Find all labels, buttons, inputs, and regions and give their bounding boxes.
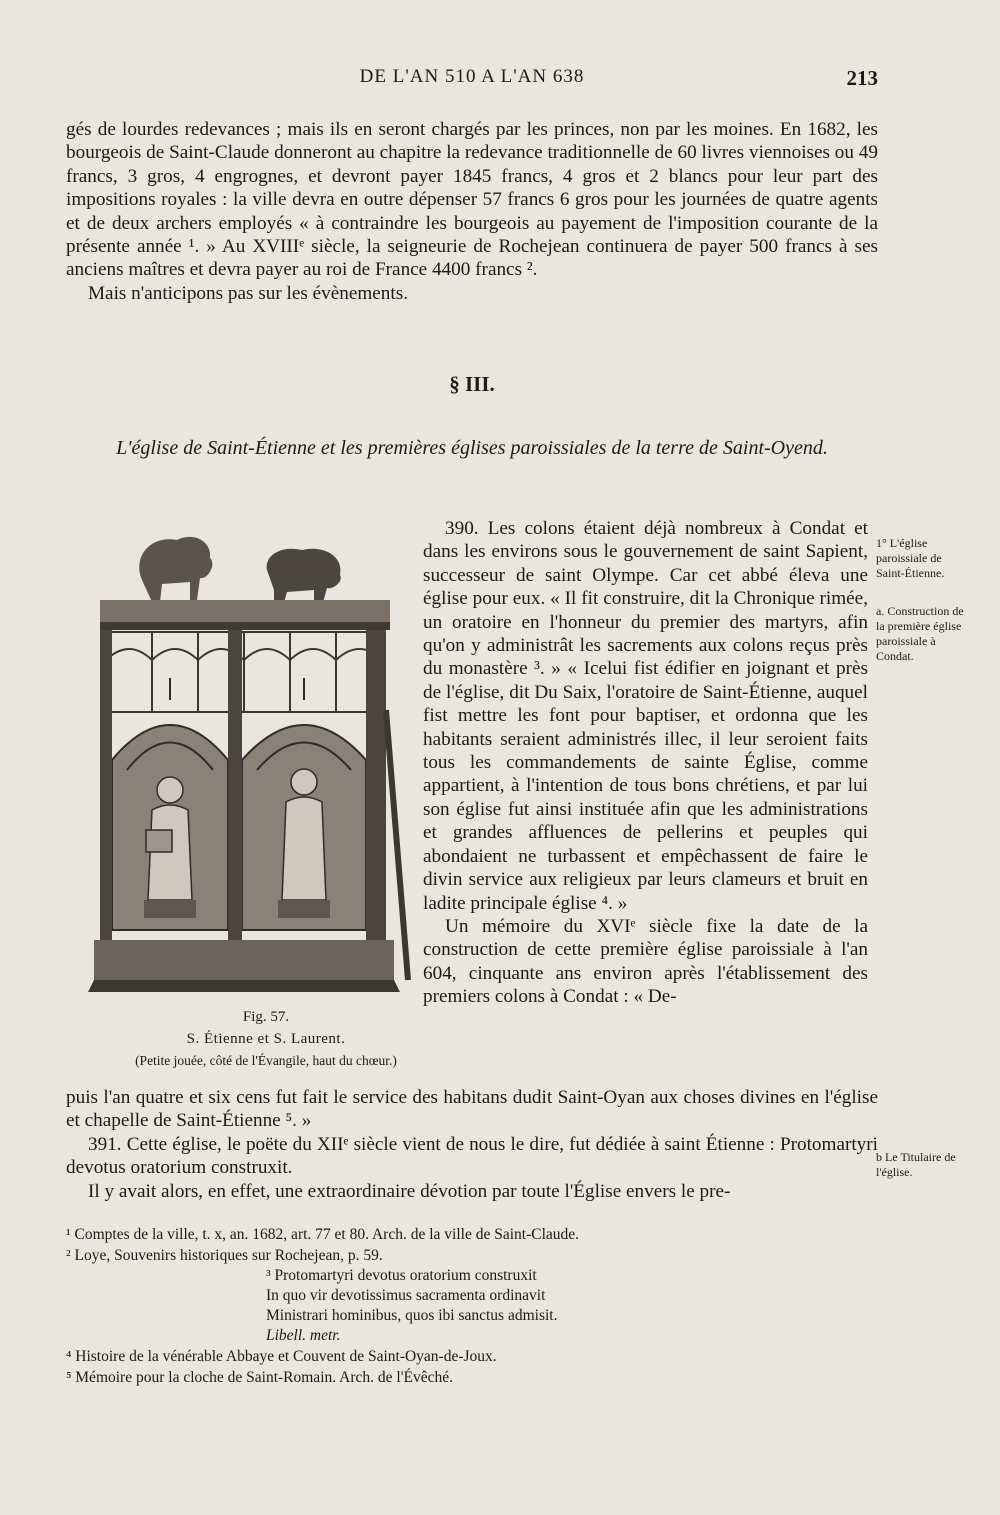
margin-note-a: a. Construction de la première église paroissiale à Condat. xyxy=(876,604,964,663)
intro-paragraph-block xyxy=(66,118,878,305)
section-number: § III. xyxy=(449,372,495,396)
column-text xyxy=(423,517,868,1009)
page-number: 213 xyxy=(846,66,878,90)
running-head xyxy=(66,66,878,96)
footnote-3-line-2: In quo vir devotissimus sacramenta ordinavit xyxy=(266,1287,546,1304)
figure-name: S. Étienne et S. Laurent. xyxy=(186,1031,346,1047)
footnote-3-line-1: ³ Protomartyri devotus oratorium construxit xyxy=(266,1267,537,1284)
full-width-continuation xyxy=(66,1086,878,1203)
paragraph-390: 390. Les colons étaient déjà nombreux à Condat et dans les environs sous le gouvernement de saint Sapient, successeur de saint Olympe. Car cet abbé éleva une église pour eux. « Il fit construire, dit la Chronique rimée, un oratoire en l'honneur du premier des martyrs, afin qu'on y administrât les sacrements aux colons reçus près du monastère ³. » « Icelui fist édifier en joignant et près de l'église, dit Du Saix, l'oratoire de Saint-Étienne, auquel fist mettre les font pour baptiser, et ordonna que les habitants seraient administrés illec, il leur seroient faits tous les commandements de sainte Église, comme appartient, à l'intention de tous bons chrétiens, et par lui son église fut ainsi instituée afin que les administrations et grandes affluences de pellerins et peuples qui abondaient ne turbassent et empêchassent de faire le divin service aux religieux par leurs clameurs et bruit en ladite principale église ⁴. » xyxy=(423,518,868,914)
margin-note-1: 1° L'église paroissiale de Saint-Étienne. xyxy=(876,536,945,580)
footnote-3-source: Libell. metr. xyxy=(266,1327,341,1344)
paragraph-391: 391. Cette église, le poëte du XIIᵉ siècle vient de nous le dire, fut dédiée à saint Étienne : Protomartyri devotus oratorium construxit. xyxy=(66,1133,878,1179)
margin-note-b: b Le Titulaire de l'église. xyxy=(876,1150,956,1179)
paragraph-last: Il y avait alors, en effet, une extraordinaire dévotion par toute l'Église envers le pre- xyxy=(88,1180,731,1202)
running-head-title: DE L'AN 510 A L'AN 638 xyxy=(359,66,585,87)
footnote-4: ⁴ Histoire de la vénérable Abbaye et Couvent de Saint-Oyan-de-Joux. xyxy=(66,1348,497,1365)
footnote-1: ¹ Comptes de la ville, t. x, an. 1682, art. 77 et 80. Arch. de la ville de Saint-Claude. xyxy=(66,1226,580,1243)
footnote-5: ⁵ Mémoire pour la cloche de Saint-Romain. Arch. de l'Évêché. xyxy=(66,1369,453,1386)
footnotes xyxy=(66,1224,878,1388)
choir-stall-engraving-illustration xyxy=(82,510,412,1000)
intro-paragraph: gés de lourdes redevances ; mais ils en seront chargés par les princes, non par les moines. En 1682, les bourgeois de Saint-Claude donneront au chapitre la redevance traditionnelle de 60 livres viennoises ou 49 francs, 3 gros, 4 engrognes, et devront payer 1845 francs, 4 gros et 2 blancs pour leur part des impositions royales : la ville devra en outre dépenser 57 francs 6 gros pour les journées de quatre agents et de deux archers employés « à contraindre les bourgeois au payement de l'imposition courante de la présente année ¹. » Au XVIIIᵉ siècle, la seigneurie de Rochejean continuera de payer 500 francs à ses anciens maîtres et devra payer au roi de France 4400 francs ². xyxy=(66,119,878,281)
figure-note: (Petite jouée, côté de l'Évangile, haut du chœur.) xyxy=(135,1053,397,1068)
paragraph-memoire-continued: puis l'an quatre et six cens fut fait le service des habitans dudit Saint-Oyan aux choses divines en l'église et chapelle de Saint-Étienne ⁵. » xyxy=(66,1087,878,1132)
intro-closing: Mais n'anticipons pas sur les évènements. xyxy=(88,282,408,304)
figure-57 xyxy=(66,510,416,1070)
paragraph-memoire-column: Un mémoire du XVIᵉ siècle fixe la date de la construction de cette première église paroissiale à l'an 604, cinquante ans environ après l'établissement des premiers colons à Condat : « De- xyxy=(423,915,868,1008)
footnote-3-line-3: Ministrari hominibus, quos ibi sanctus admisit. xyxy=(266,1307,558,1324)
figure-label: Fig. 57. xyxy=(242,1009,290,1025)
section-title: L'église de Saint-Étienne et les premières églises paroissiales de la terre de Saint-Oyend. xyxy=(116,437,828,459)
footnote-2: ² Loye, Souvenirs historiques sur Rochejean, p. 59. xyxy=(66,1247,383,1264)
